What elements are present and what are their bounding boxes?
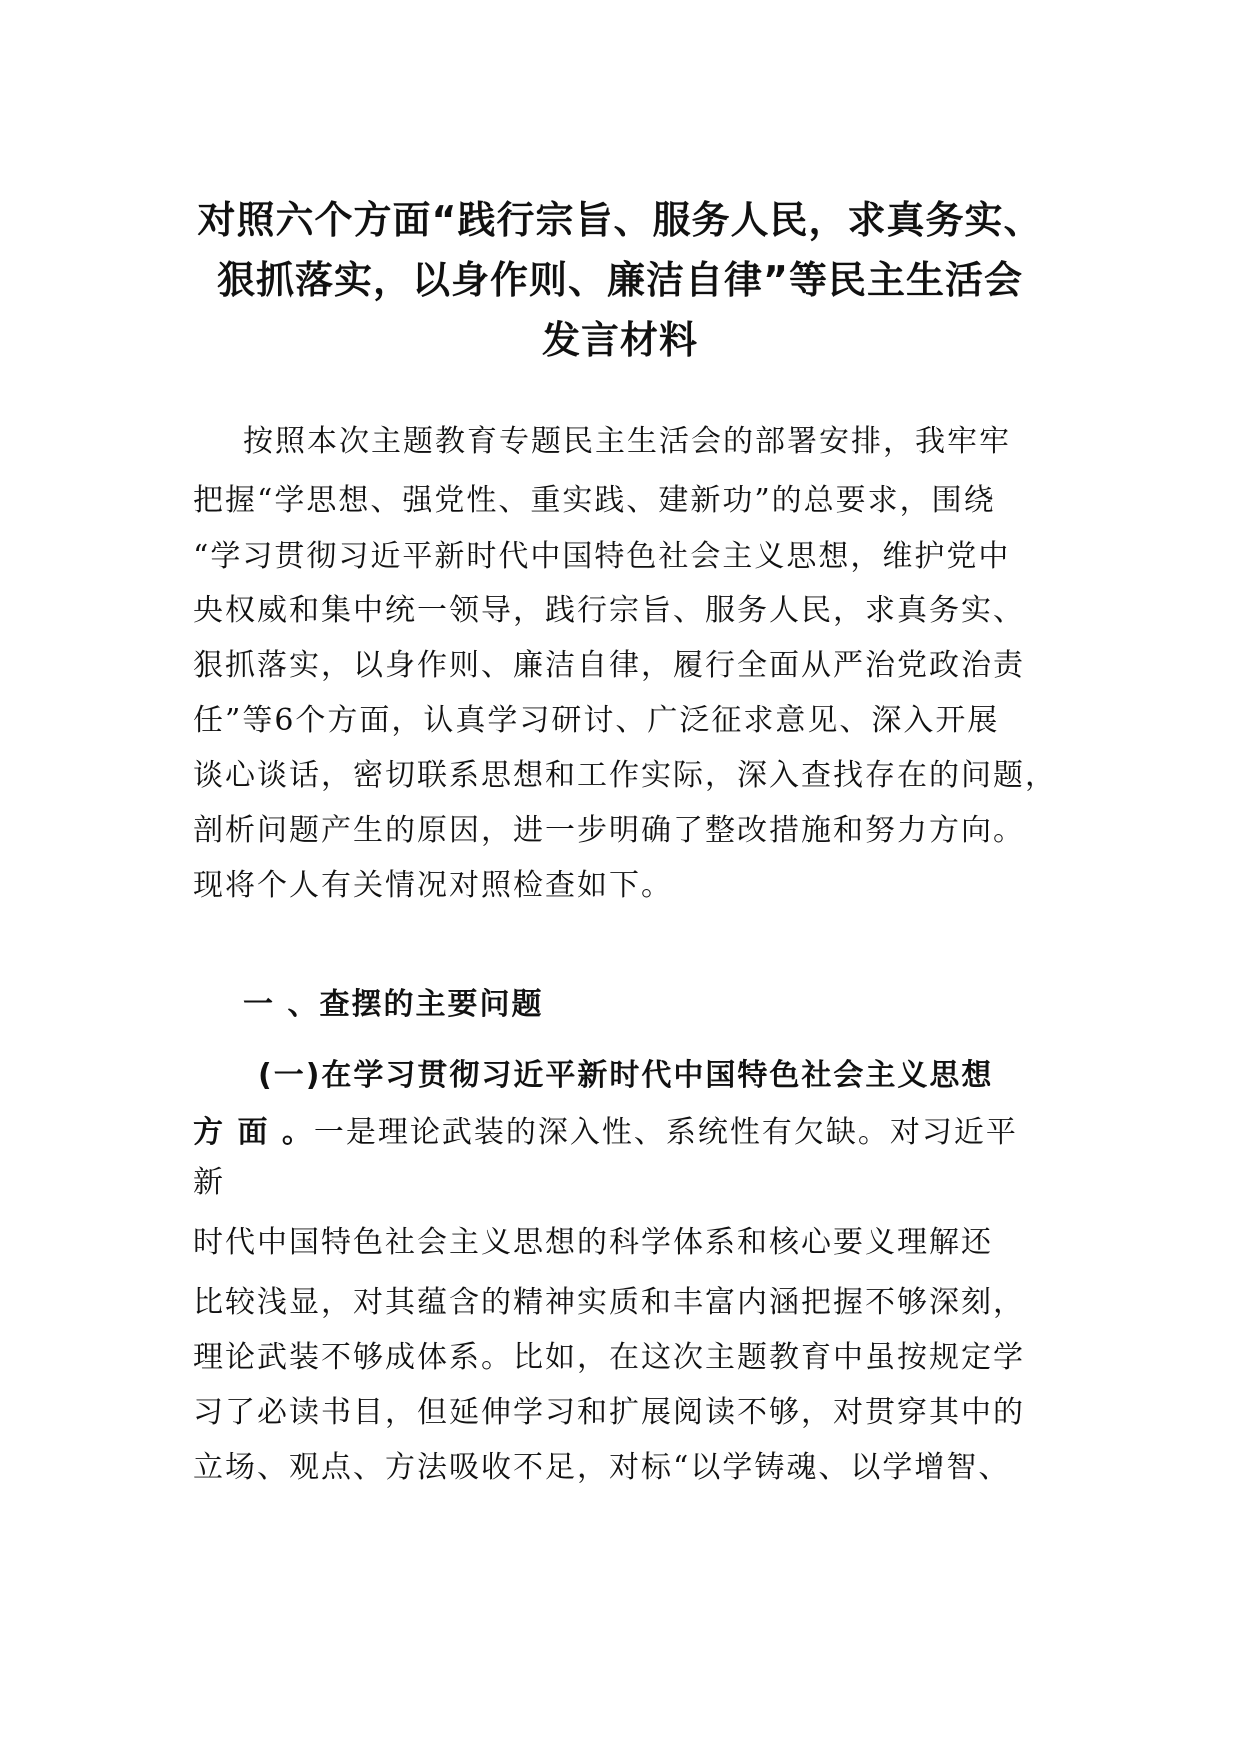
- subsection-text-start: 一是理论武装的深入性、系统性有欠缺。对习近平: [313, 1115, 1018, 1150]
- document-title: [150, 190, 1090, 370]
- intro-line-7: 谈心谈话，密切联系思想和工作实际，深入查找存在的问题，: [193, 758, 1057, 793]
- title-line-1: 对照六个方面“践行宗旨、服务人民，求真务实、: [197, 198, 1043, 242]
- intro-line-4: 央权威和集中统一领导，践行宗旨、服务人民，求真务实、: [193, 593, 1025, 628]
- subsection-line-2: [193, 1113, 1018, 1153]
- subsection-line-4: 时代中国特色社会主义思想的科学体系和核心要义理解还: [193, 1225, 993, 1260]
- intro-line-1: 按照本次主题教育专题民主生活会的部署安排，我牢牢: [243, 424, 1011, 459]
- subsection-heading-line-1: (一)在学习贯彻习近平新时代中国特色社会主义思想: [258, 1058, 994, 1093]
- subsection-line-7: 习了必读书目，但延伸学习和扩展阅读不够，对贯穿其中的: [193, 1395, 1025, 1430]
- subsection-heading-suffix: 方 面 。: [193, 1115, 314, 1150]
- subsection-line-5: 比较浅显，对其蕴含的精神实质和丰富内涵把握不够深刻，: [193, 1285, 1025, 1320]
- section-heading-1: 一 、查摆的主要问题: [243, 987, 544, 1022]
- intro-line-9: 现将个人有关情况对照检查如下。: [193, 868, 673, 903]
- intro-line-8: 剖析问题产生的原因，进一步明确了整改措施和努力方向。: [193, 813, 1025, 848]
- subsection-line-3: 新: [193, 1165, 225, 1200]
- intro-line-3: “学习贯彻习近平新时代中国特色社会主义思想，维护党中: [193, 539, 1011, 574]
- intro-line-2: 把握“学思想、强党性、重实践、建新功”的总要求，围绕: [193, 483, 996, 518]
- title-line-2: 狠抓落实，以身作则、廉洁自律”等民主生活会: [217, 258, 1023, 302]
- title-line-3: 发言材料: [541, 318, 698, 362]
- intro-line-6: 任”等6个方面，认真学习研讨、广泛征求意见、深入开展: [193, 703, 1000, 738]
- subsection-line-6: 理论武装不够成体系。比如，在这次主题教育中虽按规定学: [193, 1340, 1025, 1375]
- intro-line-5: 狠抓落实，以身作则、廉洁自律，履行全面从严治党政治责: [193, 648, 1025, 683]
- subsection-line-8: 立场、观点、方法吸收不足，对标“以学铸魂、以学增智、: [193, 1450, 1011, 1485]
